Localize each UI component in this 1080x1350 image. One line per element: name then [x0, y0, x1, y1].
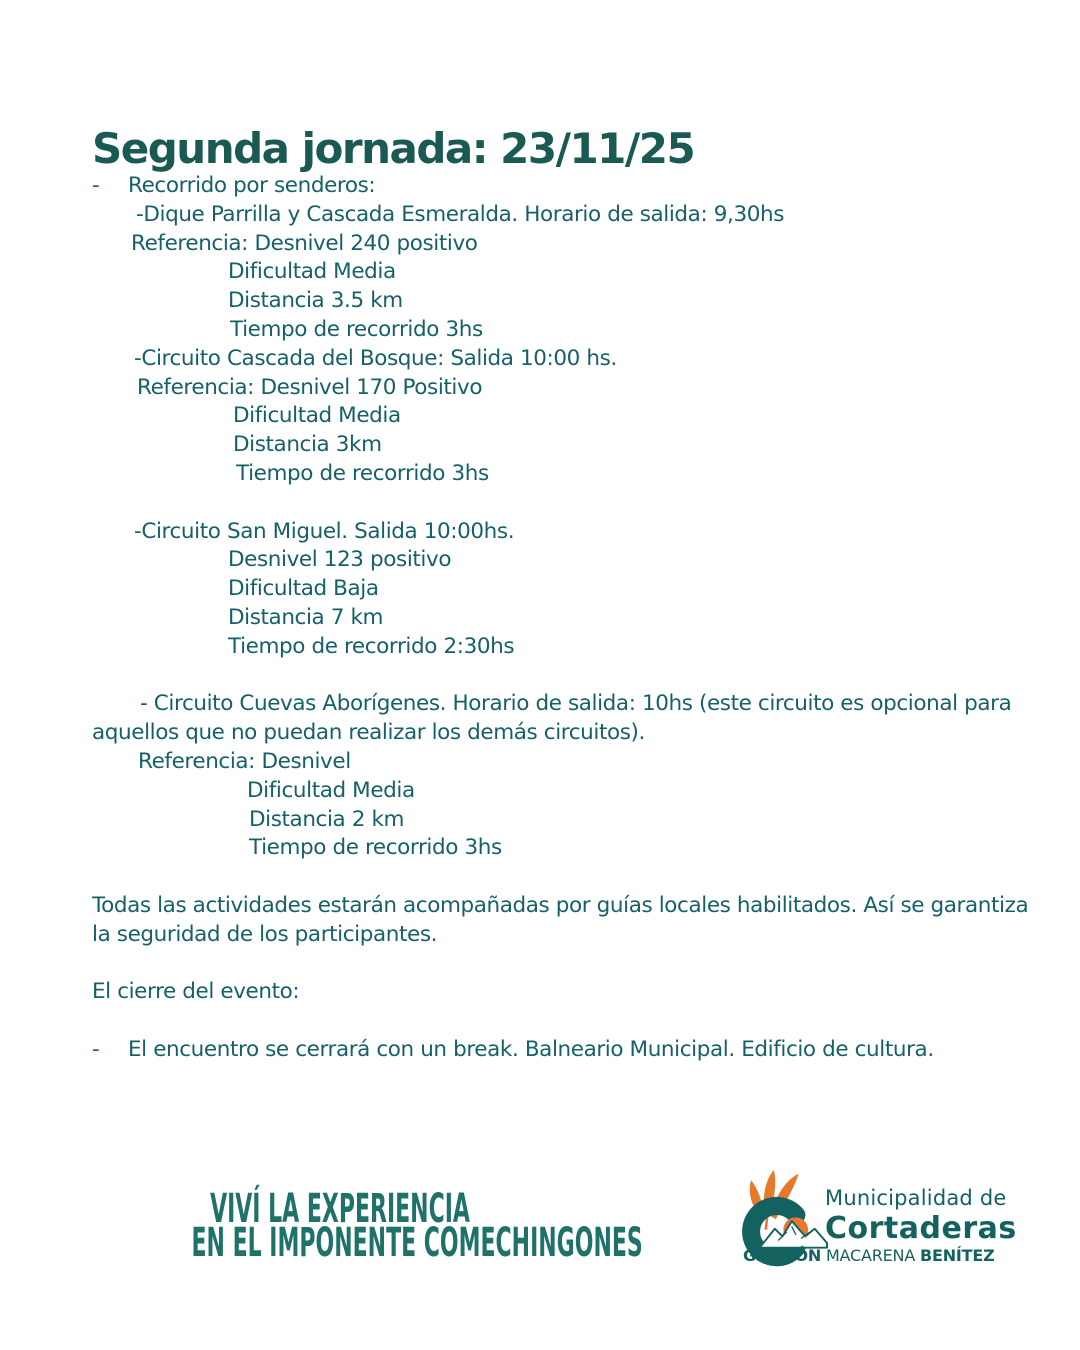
document-line: aquellos que no puedan realizar los demás circuitos).: [92, 720, 645, 746]
page-title: Segunda jornada: 23/11/25: [92, 124, 695, 174]
slogan-line-2: EN EL IMPONENTE COMECHINGONES: [191, 1220, 643, 1266]
document-line: Tiempo de recorrido 3hs: [230, 316, 483, 342]
gestion-name: MACARENA: [825, 1246, 916, 1265]
slogan-line-1: VIVÍ LA EXPERIENCIA: [210, 1186, 470, 1232]
blank-line: [92, 1007, 1022, 1036]
bullet-line: [92, 172, 1022, 201]
bullet-dash: -: [92, 173, 100, 198]
document-line: - Circuito Cuevas Aborígenes. Horario de salida: 10hs (este circuito es opcional para: [140, 691, 1012, 717]
blank-line: [92, 863, 1022, 892]
bullet-line: [92, 1036, 1022, 1065]
logo-gestion-line: [743, 1246, 1003, 1265]
document-line: Dificultad Media: [233, 403, 401, 429]
document-line: Desnivel 123 positivo: [228, 547, 452, 573]
bullet-text: Recorrido por senderos:: [128, 173, 376, 198]
document-line: Distancia 2 km: [249, 806, 405, 832]
blank-line: [92, 662, 1022, 691]
document-line: Distancia 7 km: [228, 604, 384, 630]
document-line: -Dique Parrilla y Cascada Esmeralda. Horario de salida: 9,30hs: [136, 201, 785, 227]
document-line: El cierre del evento:: [92, 979, 300, 1005]
document-line: Distancia 3km: [233, 432, 382, 458]
document-body: [92, 172, 1029, 1065]
document-line: Referencia: Desnivel 170 Positivo: [137, 374, 483, 400]
blank-line: [92, 950, 1022, 979]
mountains-icon: [760, 1221, 827, 1248]
document-line: Referencia: Desnivel 240 positivo: [131, 230, 478, 256]
document-line: la seguridad de los participantes.: [92, 921, 438, 947]
gestion-surname: BENÍTEZ: [919, 1246, 995, 1265]
document-line: Distancia 3.5 km: [228, 288, 403, 314]
document-line: Dificultad Media: [228, 259, 396, 285]
municipality-logo: [733, 1158, 1017, 1273]
blank-line: [92, 489, 1022, 518]
document-line: Dificultad Baja: [228, 576, 379, 602]
document-line: Dificultad Media: [247, 777, 415, 803]
document-line: Todas las actividades estarán acompañadas por guías locales habilitados. Así se garantiza: [92, 892, 1029, 918]
document-line: Referencia: Desnivel: [138, 748, 351, 774]
bullet-text: El encuentro se cerrará con un break. Balneario Municipal. Edificio de cultura.: [128, 1036, 934, 1062]
document-line: Tiempo de recorrido 3hs: [249, 835, 502, 861]
gestion-label: GESTIÓN: [743, 1246, 822, 1265]
bullet-dash: -: [92, 1036, 100, 1062]
logo-org-line2: Cortaderas: [825, 1211, 1017, 1246]
document-line: -Circuito San Miguel. Salida 10:00hs.: [134, 518, 515, 544]
logo-wordmark: [825, 1186, 1017, 1246]
document-line: Tiempo de recorrido 2:30hs: [228, 633, 515, 659]
document-line: Tiempo de recorrido 3hs: [236, 460, 489, 486]
logo-org-line1: Municipalidad de: [825, 1186, 1007, 1210]
event-slogan: [70, 1186, 643, 1266]
document-line: -Circuito Cascada del Bosque: Salida 10:00 hs.: [134, 345, 617, 371]
